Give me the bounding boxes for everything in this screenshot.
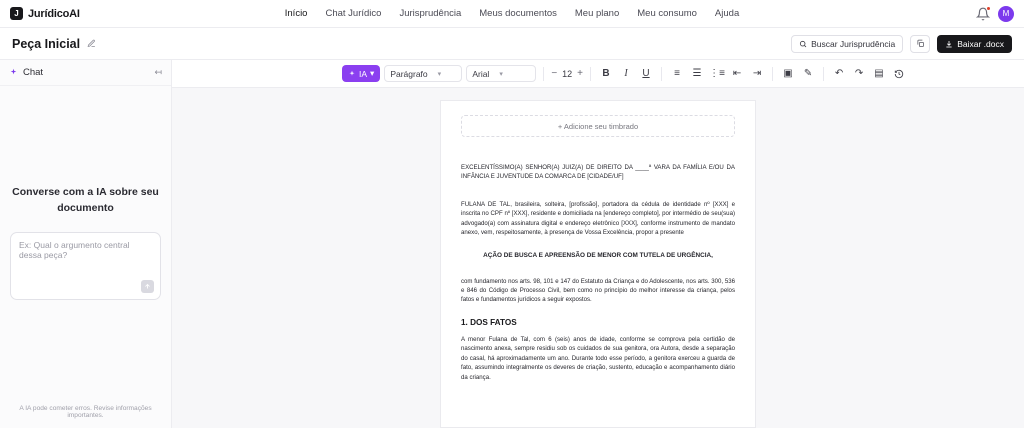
insert-signature-button[interactable]: ✎ xyxy=(803,68,813,79)
workspace xyxy=(0,60,1024,428)
chat-empty-state xyxy=(0,86,171,399)
toolbar-divider xyxy=(772,67,773,81)
nav-item-chat-juridico[interactable]: Chat Jurídico xyxy=(325,8,382,19)
doc-paragraph-qualification: FULANA DE TAL, brasileira, solteira, [profissão], portadora da cédula de identidade nº [XXX] e inscrita no CPF nº [XXX], residente e domiciliada na [endereço completo], por intermédio de seu(sua) advogado(a) com assinatura digital e endereço eletrônico [XXX], conforme instrumento de mandato anexo, vem, respeitosamente, à presença de Vossa Excelência, propor a presente xyxy=(461,200,735,237)
font-family-select[interactable] xyxy=(466,65,536,82)
chevron-down-icon: ▾ xyxy=(437,70,442,78)
nav-item-meu-consumo[interactable]: Meu consumo xyxy=(637,8,697,19)
formatting-toolbar xyxy=(172,60,1024,88)
font-family-value: Arial xyxy=(472,68,490,79)
header-actions xyxy=(976,6,1014,22)
outdent-button[interactable]: ⇤ xyxy=(732,68,742,79)
brand-name: JurídicoAI xyxy=(28,7,80,20)
page-break-button[interactable]: ▤ xyxy=(874,68,884,79)
doc-paragraph-facts: A menor Fulana de Tal, com 6 (seis) anos de idade, conforme se comprova pela certidão de nascimento anexa, sempre residiu sob os cuidados de sua genitora, ora Autora, desde a separação do casal, há aproximadamente um ano. Durante todo esse período, a genitora exerceu a guarda de fato, assumindo integralmente os deveres de criação, sustento, educação e acompanhamento diário da criança. xyxy=(461,335,735,381)
document-canvas[interactable] xyxy=(172,88,1024,428)
search-jurisprudence-button[interactable] xyxy=(791,35,903,53)
ai-button-label: IA xyxy=(359,68,368,79)
add-letterhead-button[interactable]: + Adicione seu timbrado xyxy=(461,115,735,137)
insert-image-button[interactable]: ▣ xyxy=(783,68,793,79)
brand-logo-icon: J xyxy=(10,7,23,20)
chat-input[interactable]: Ex: Qual o argumento central dessa peça? xyxy=(19,239,130,260)
main-navigation xyxy=(285,8,739,19)
search-icon xyxy=(799,40,807,48)
numbered-list-button[interactable]: ⋮≡ xyxy=(709,68,725,79)
chevron-down-icon: ▾ xyxy=(499,70,503,78)
ai-disclaimer: A IA pode cometer erros. Revise informações importantes. xyxy=(19,405,152,419)
paragraph-style-select[interactable] xyxy=(384,65,462,82)
nav-item-ajuda[interactable]: Ajuda xyxy=(714,8,740,19)
download-docx-label: Baixar .docx xyxy=(957,38,1004,49)
document-toolbar xyxy=(0,28,1024,60)
toolbar-divider xyxy=(590,67,591,81)
download-docx-button[interactable] xyxy=(937,35,1012,53)
avatar[interactable]: M xyxy=(998,6,1014,22)
document-page[interactable] xyxy=(440,100,756,428)
bold-button[interactable]: B xyxy=(602,68,610,79)
history-icon xyxy=(894,69,904,79)
ai-button[interactable] xyxy=(342,65,380,82)
bulleted-list-button[interactable]: ☰ xyxy=(692,68,702,79)
toolbar-divider xyxy=(543,67,544,81)
font-size-stepper xyxy=(551,68,583,79)
chat-empty-title: Converse com a IA sobre seu documento xyxy=(12,186,159,214)
doc-paragraph-addressee: EXCELENTÍSSIMO(A) SENHOR(A) JUIZ(A) DE DIREITO DA ____ª VARA DA FAMÍLIA E/OU DA INFÂNCIA E JUVENTUDE DA COMARCA DE [CIDADE/UF] xyxy=(461,164,735,181)
doc-paragraph-legal-basis: com fundamento nos arts. 98, 101 e 147 do Estatuto da Criança e do Adolescente, nos arts. 300, 536 e 846 do Código de Processo Civil, bem como no princípio do melhor interesse da criança, pelos fatos e fundamentos jurídicos a seguir expostos. xyxy=(461,277,735,304)
notification-dot xyxy=(986,6,991,11)
undo-button[interactable]: ↶ xyxy=(834,68,844,79)
sparkle-icon xyxy=(9,68,18,77)
editor-area xyxy=(172,60,1024,428)
bell-icon[interactable] xyxy=(976,7,990,21)
doc-paragraph-action-title: AÇÃO DE BUSCA E APREENSÃO DE MENOR COM TUTELA DE URGÊNCIA, xyxy=(483,251,713,259)
indent-button[interactable]: ⇥ xyxy=(752,68,762,79)
doc-heading-dos-fatos: 1. DOS FATOS xyxy=(461,317,517,327)
toolbar-divider xyxy=(661,67,662,81)
chat-sidebar-header xyxy=(0,60,171,86)
chevron-down-icon: ▾ xyxy=(370,68,375,78)
pencil-icon[interactable] xyxy=(87,39,96,48)
send-icon[interactable] xyxy=(141,280,154,293)
nav-item-meus-documentos[interactable]: Meus documentos xyxy=(479,8,557,19)
font-size-value[interactable]: 12 xyxy=(562,68,573,79)
chat-sidebar-title: Chat xyxy=(23,67,44,78)
history-button[interactable] xyxy=(891,65,907,82)
paragraph-style-value: Parágrafo xyxy=(390,68,428,79)
italic-button[interactable]: I xyxy=(624,68,628,79)
search-jurisprudence-label: Buscar Jurisprudência xyxy=(811,38,896,49)
page-title: Peça Inicial xyxy=(12,36,81,51)
document-actions xyxy=(791,35,1012,53)
global-header xyxy=(0,0,1024,28)
download-icon xyxy=(945,40,953,48)
chat-sidebar xyxy=(0,60,172,428)
align-left-button[interactable]: ≡ xyxy=(674,68,680,79)
redo-button[interactable]: ↷ xyxy=(854,68,864,79)
chat-input-wrapper[interactable] xyxy=(10,232,161,300)
nav-item-inicio[interactable]: Início xyxy=(284,8,308,19)
increase-font-size-button[interactable]: + xyxy=(577,68,584,79)
toolbar-divider xyxy=(823,67,824,81)
nav-item-meu-plano[interactable]: Meu plano xyxy=(574,8,620,19)
decrease-font-size-button[interactable]: − xyxy=(551,68,558,79)
collapse-left-icon[interactable]: ↤ xyxy=(154,67,162,77)
nav-item-jurisprudencia[interactable]: Jurisprudência xyxy=(399,8,462,19)
copy-icon[interactable] xyxy=(910,35,930,53)
underline-button[interactable]: U xyxy=(642,68,650,79)
sparkle-icon xyxy=(348,70,356,78)
brand[interactable] xyxy=(10,7,80,20)
